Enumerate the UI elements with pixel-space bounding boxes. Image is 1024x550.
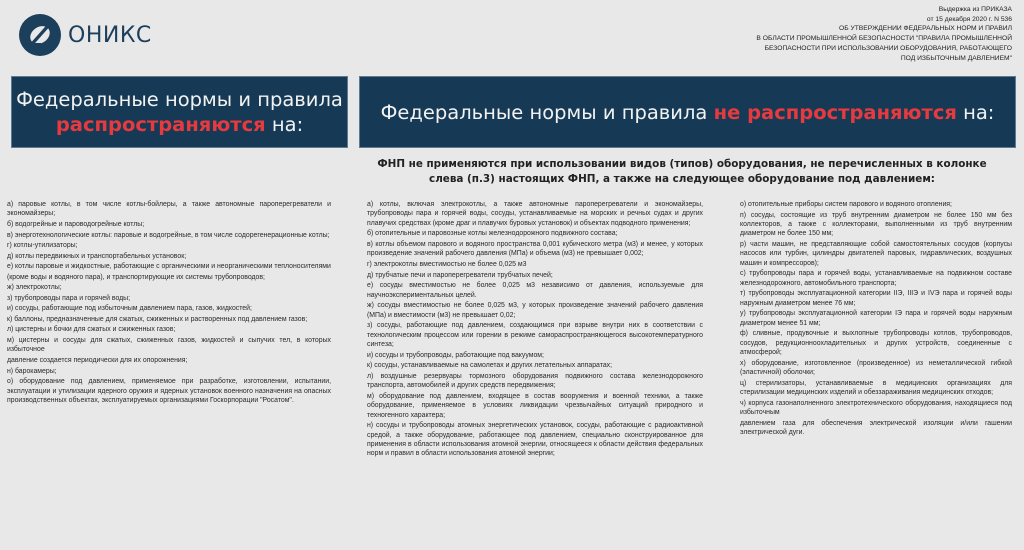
list-item: л) воздушные резервуары тормозного оборудования подвижного состава железнодорожного транспорта, автомобилей и других средств передвижения; [367,372,703,390]
list-item: давлением газа для обеспечения электрической изоляции и/или гашении электрической дуги. [740,419,1012,437]
list-item: з) трубопроводы пара и горячей воды; [7,294,131,302]
logo-text: ОНИКС [68,22,152,48]
banner-right-accent: не распространяются [713,100,957,124]
list-item: в) котлы объемом парового и водяного пространства 0,001 кубического метра (м3) и менее, у которых произведение значений рабочего давления (МПа) и объема (м3) не превышает 0,002; [367,241,703,258]
list-item: к) баллоны, предназначенные для сжатых, сжиженных и растворенных под давлением газов; [7,315,308,323]
list-item: м) оборудование под давлением, входящее в состав вооружения и военной техники, а также оборудование, применяемое в условиях ликвидации чрезвычайных ситуаций природного и техногенного характера; [367,392,703,419]
extract-line: В ОБЛАСТИ ПРОМЫШЛЕННОЙ БЕЗОПАСНОСТИ "ПРАВИЛА ПРОМЫШЛЕННОЙ [756,35,1012,43]
list-item: н) сосуды и трубопроводы атомных энергетических установок, сосуды, работающие с радиоактивной средой, а также оборудование, работающее под давлением, специально сконструированное для применения в области использования атомной энергии, относящееся к области действия федеральных норм и правил в области использования атомной энергии; [367,422,703,458]
list-item: а) котлы, включая электрокотлы, а также автономные пароперегреватели и экономайзеры, трубопроводы пара и горячей воды, сосуды, устанавливаемые на морских и речных судах и других плавучих средствах (кроме драг и плавучих буровых установок) и объектах подводного применения; [367,201,703,227]
banner-right-suffix: на: [956,100,995,124]
list-item: г) котлы-утилизаторы; [7,242,78,250]
exclusion-subheading: ФНП не применяются при использовании видов (типов) оборудования, не перечисленных в колонке слева (п.3) настоящих ФНП, а также на следующее оборудование под давлением: [377,158,987,185]
list-item: в) энерготехнологические котлы: паровые и водогрейные, в том числе содорегенерационные котлы; [7,231,330,239]
banner-left-line2 [16,112,343,137]
banner-left-line1: Федеральные нормы и правила [16,88,343,111]
banner-left-accent: распространяются [55,113,266,136]
list-item: и) сосуды и трубопроводы, работающие под вакуумом; [367,351,544,359]
list-item: (кроме воды и водяного пара), и транспортирующие их системы трубопроводов; [7,273,265,281]
list-item: о) оборудование под давлением, применяемое при разработке, изготовлении, испытании, эксплуатации и утилизации ядерного оружия и ядерных установок военного назначения на опасных производственных объектах, эксплуатируемых организациями Госкорпорации "Росатом". [7,378,331,405]
extract-line: Выдержка из ПРИКАЗА [938,6,1012,13]
list-item: н) барокамеры; [7,367,57,375]
list-item: и) сосуды, работающие под избыточным давлением пара, газов, жидкостей; [7,305,252,313]
extract-line: ОБ УТВЕРЖДЕНИИ ФЕДЕРАЛЬНЫХ НОРМ И ПРАВИЛ [839,25,1012,33]
list-item: т) трубопроводы эксплуатационной категории IIЭ, IIIЭ и IVЭ пара и горячей воды наружным диаметром менее 76 мм; [740,290,1012,307]
not-applies-list-middle [367,200,703,460]
list-item: к) сосуды, устанавливаемые на самолетах и других летательных аппаратах; [367,362,613,370]
list-item: у) трубопроводы эксплуатационной категории IЭ пара и горячей воды наружным диаметром менее 51 мм; [740,310,1012,327]
list-item: м) цистерны и сосуды для сжатых, сжиженных газов, жидкостей и сыпучих тел, в которых избыточное [7,337,331,354]
list-item: б) водогрейные и пароводогрейные котлы; [7,221,145,228]
list-item: ц) стерилизаторы, устанавливаемые в медицинских организациях для стерилизации медицинских изделий и обеззараживания медицинских отходов; [740,379,1012,397]
list-item: ф) сливные, продувочные и выхлопные трубопроводы котлов, трубопроводов, сосудов, редукционноохладительных и других устройств, соединенные с атмосферой; [740,330,1012,357]
list-item: г) электрокотлы вместимостью не более 0,025 м3 [367,261,527,268]
list-item: с) трубопроводы пара и горячей воды, устанавливаемые на подвижном составе железнодорожного, автомобильного транспорта; [740,270,1012,287]
extract-line: ПОД ИЗБЫТОЧНЫМ ДАВЛЕНИЕМ" [900,54,1012,62]
list-item: д) котлы передвижных и транспортабельных установок; [7,252,187,260]
list-item: о) отопительные приборы систем парового и водяного отопления; [740,201,952,208]
list-item: р) части машин, не представляющие собой самостоятельных сосудов (корпусы насосов или турбин, цилиндры двигателей паровых, гидравлических, воздушных машин и компрессоров); [740,241,1012,267]
list-item: з) сосуды, работающие под давлением, создающимся при взрыве внутри них в соответствии с технологическим процессом или горении в режиме самораспространяющегося высокотемпературного синтеза; [367,322,703,348]
does-not-apply-banner [359,76,1016,148]
order-extract [722,5,1012,63]
applies-to-banner [11,76,348,148]
list-item: ж) сосуды вместимостью не более 0,025 м3, у которых произведение значений рабочего давления (МПа) и вместимости (м3) не превышает 0,02; [367,302,703,319]
company-logo [18,13,152,57]
list-item: л) цистерны и бочки для сжатых и сжиженных газов; [7,326,176,334]
list-item: а) паровые котлы, в том числе котлы-бойлеры, а также автономные пароперегреватели и экономайзеры; [7,201,331,218]
list-item: ч) корпуса газонаполненного электротехнического оборудования, находящиеся под избыточным [740,399,1012,417]
onyx-circle-logo-icon [18,13,62,57]
banner-right-prefix: Федеральные нормы и правила [380,100,714,124]
applies-to-list [7,200,331,407]
list-item: х) оборудование, изготовленное (произведенное) из неметаллической гибкой (эластичной) оболочки; [740,359,1012,377]
extract-line: от 15 декабря 2020 г. N 536 [926,15,1012,23]
list-item: п) сосуды, состоящие из труб внутренним диаметром не более 150 мм без коллекторов, а также с коллекторами, выполненными из труб внутренним диаметром не более 150 мм; [740,211,1012,238]
not-applies-list-right [740,200,1012,439]
list-item: б) отопительные и паровозные котлы железнодорожного подвижного состава; [367,230,618,238]
list-item: е) сосуды вместимостью не более 0,025 м3 независимо от давления, используемые для научноэкспериментальных целей. [367,282,703,299]
list-item: давление создается периодически для их опорожнения; [7,357,188,365]
banner-left-suffix: на: [265,113,304,136]
list-item: ж) электрокотлы; [7,284,62,292]
list-item: д) трубчатые печи и пароперегреватели трубчатых печей; [367,271,553,279]
list-item: е) котлы паровые и жидкостные, работающие с органическими и неорганическими теплоносителями [7,263,331,271]
extract-line: БЕЗОПАСНОСТИ ПРИ ИСПОЛЬЗОВАНИИ ОБОРУДОВАНИЯ, РАБОТАЮЩЕГО [764,44,1012,52]
